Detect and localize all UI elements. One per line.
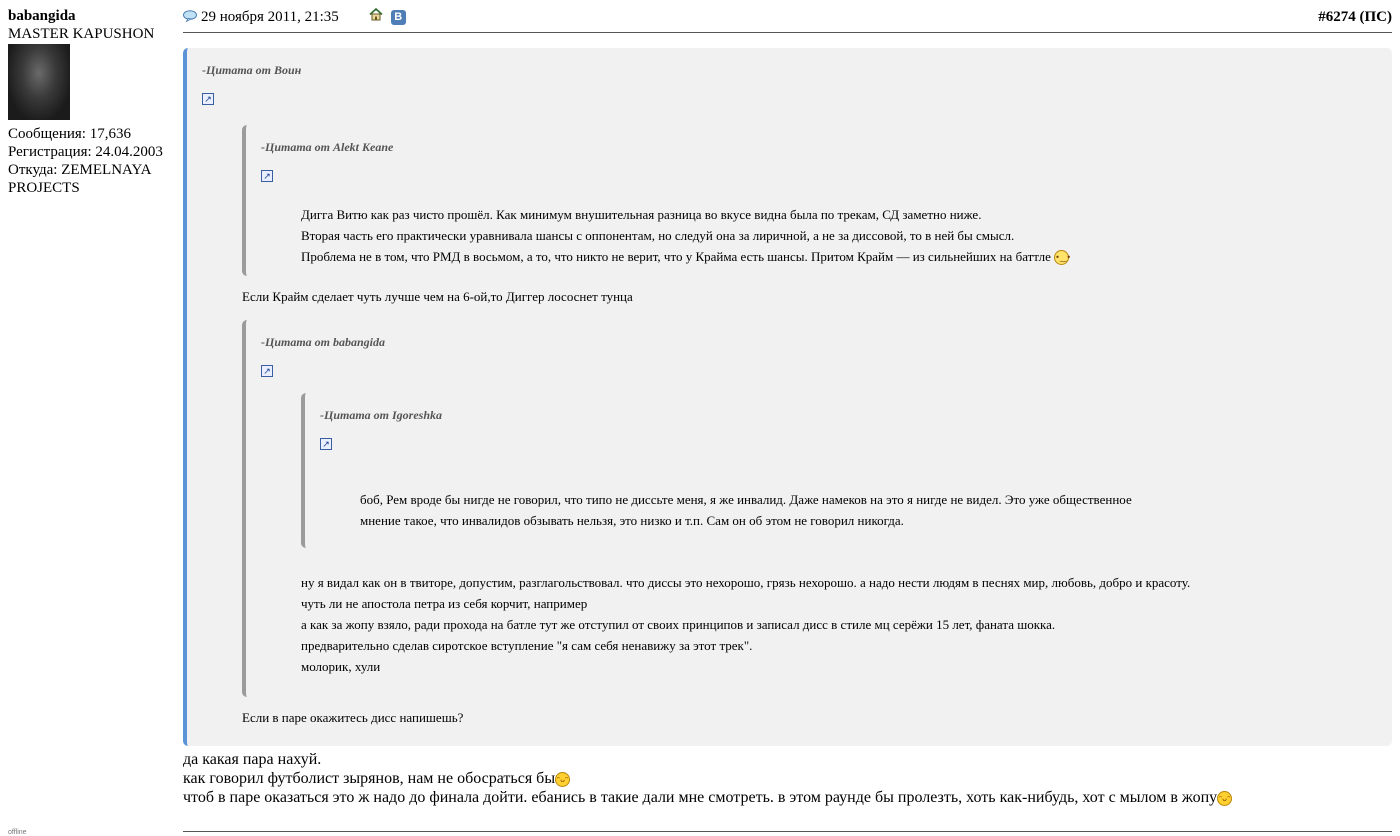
post-date: 29 ноября 2011, 21:35: [201, 9, 339, 25]
tongue-smiley-icon: ᵔᴗᵔ: [1217, 791, 1232, 806]
post-number-block: [1318, 9, 1392, 26]
header-icons: [369, 8, 410, 26]
quote-line: Проблема не в том, что РМД в восьмом, а то, что никто не верит, что у Крайма есть шансы. Притом Крайм — из сильнейших на баттле: [301, 249, 1051, 264]
quote-author: -Цитата от babangida: [261, 335, 386, 349]
quote-author: -Цитата от Igoreshka: [320, 408, 443, 422]
tongue-smiley-icon: ᵔᴗᵔ: [555, 772, 570, 787]
quote-link-icon[interactable]: ↗: [320, 438, 332, 450]
quote-text: [301, 572, 1337, 677]
reply-line: да какая пара нахуй.: [183, 751, 322, 768]
neutral-smiley-icon: •‿•: [1054, 250, 1069, 265]
post-reply: [183, 750, 1232, 807]
quote-text: [301, 204, 1337, 267]
quote-line: а как за жопу взяло, ради прохода на батле тут же отступил от своих принципов и записал дисс в стиле мц серёжи 15 лет, фаната шокка.: [301, 617, 1056, 632]
quote-text: Если в паре окажитесь дисс напишешь?: [242, 710, 464, 725]
quote-text: Если Крайм сделает чуть лучше чем на 6-ой,то Диггер лососнет тунца: [242, 289, 633, 304]
quote-link-icon[interactable]: ↗: [202, 93, 214, 105]
post-header: [183, 7, 1392, 33]
quote-line: чуть ли не апостола петра из себя корчит, например: [301, 596, 588, 611]
reply-line: как говорил футболист зырянов, нам не обосраться бы: [183, 770, 556, 787]
post-suffix[interactable]: (ПС): [1359, 9, 1392, 25]
author-title: MASTER KAPUSHON: [8, 26, 155, 42]
vk-icon[interactable]: В: [391, 10, 406, 25]
reply-line: чтоб в паре оказаться это ж надо до финала дойти. ебанись в такие дали мне смотреть. в этом раунде бы пролезть, хоть как-нибудь, хот с мылом в жопу: [183, 789, 1218, 806]
quote-block-outer: [183, 48, 1392, 746]
quote-author: -Цитата от Alekt Keane: [261, 140, 394, 154]
quote-author: -Цитата от Воин: [202, 63, 302, 77]
quote-link-icon[interactable]: ↗: [261, 365, 273, 377]
avatar[interactable]: [8, 44, 70, 120]
quote-block-nested: [242, 125, 1337, 276]
quote-text: [360, 489, 1303, 531]
author-location: Откуда: ZEMELNAYA PROJECTS: [8, 162, 151, 196]
speech-bubble-icon: [183, 10, 197, 27]
post-date-block: [183, 9, 339, 27]
author-registered: Регистрация: 24.04.2003: [8, 144, 163, 160]
quote-block-nested: [301, 393, 1303, 548]
quote-line: ну я видал как он в твиторе, допустим, разглагольствовал. что диссы это нехорошо, грязь нехорошо. а надо нести людям в песнях мир, любовь, добро и красоту.: [301, 575, 1191, 590]
post-divider: [183, 831, 1392, 832]
post-number[interactable]: #6274: [1318, 9, 1356, 25]
quote-line: предварительно сделав сиротское вступление "я сам себя ненавижу за этот трек".: [301, 638, 753, 653]
author-messages: Сообщения: 17,636: [8, 126, 131, 142]
author-sidebar: [8, 7, 183, 197]
post-content: [183, 48, 1392, 746]
home-icon[interactable]: [369, 8, 383, 26]
quote-block-nested: [242, 320, 1337, 697]
online-status: offline: [8, 829, 27, 836]
quote-line: молорик, хули: [301, 659, 381, 674]
quote-line: Вторая часть его практически уравнивала шансы с оппонентам, но следуй она за лиричной, а не за диссовой, то в ней бы смысл.: [301, 228, 1015, 243]
quote-line: Дигга Витю как раз чисто прошёл. Как минимум внушительная разница во вкусе видна была по трекам, СД заметно ниже.: [301, 207, 982, 222]
quote-link-icon[interactable]: ↗: [261, 170, 273, 182]
quote-line: боб, Рем вроде бы нигде не говорил, что типо не диссьте меня, я же инвалид. Даже намеков на это я нигде не видел. Это уже общественное: [360, 492, 1132, 507]
author-username[interactable]: babangida: [8, 8, 76, 24]
quote-line: мнение такое, что инвалидов обзывать нельзя, это низко и т.п. Сам он об этом не говорил никогда.: [360, 513, 904, 528]
